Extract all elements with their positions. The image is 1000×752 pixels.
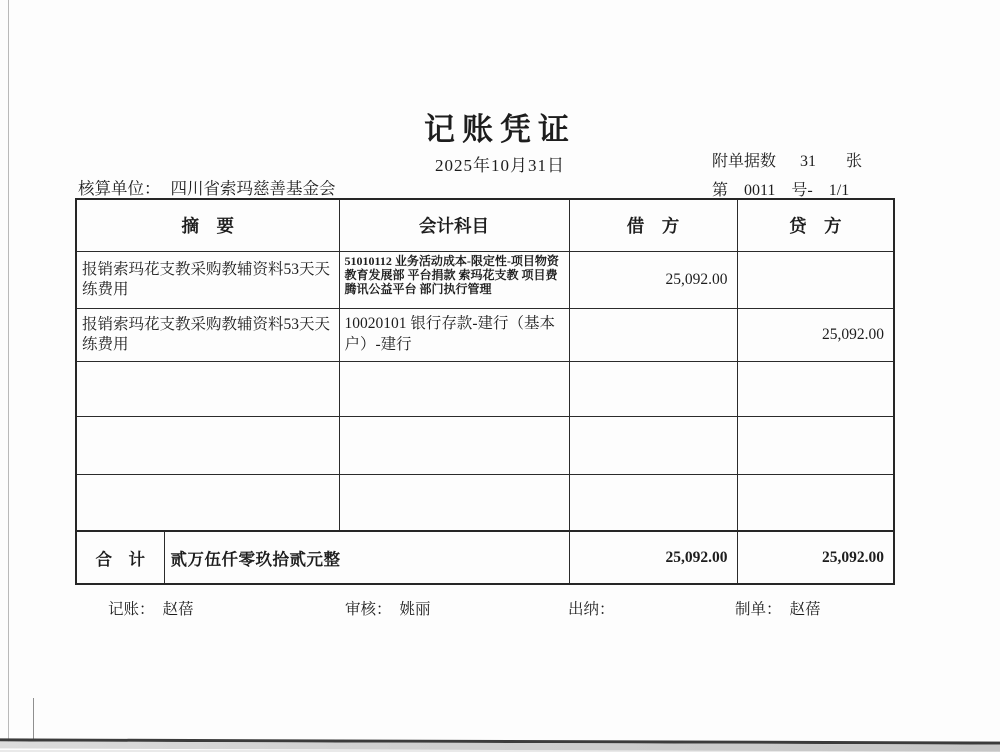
cashier-signature (568, 597, 623, 619)
table-total-row (76, 531, 894, 584)
row-summary: 报销索玛花支教采购教辅资料53天天练费用 (76, 308, 339, 361)
total-label: 合 计 (76, 531, 164, 584)
header-credit: 贷 方 (737, 199, 894, 251)
attachment-count-line (712, 148, 902, 171)
preparer-label: 制单： (735, 601, 782, 618)
voucher-title: 记账凭证 (424, 112, 576, 147)
reviewer-signature (345, 597, 431, 619)
total-debit: 25,092.00 (569, 531, 737, 584)
row-debit (569, 361, 737, 416)
accounting-unit-name: 四川省索玛慈善基金会 (170, 179, 336, 198)
page-indicator: 1/1 (828, 182, 850, 199)
reviewer-name: 姚丽 (399, 601, 431, 618)
header-summary: 摘 要 (76, 199, 339, 251)
total-amount-in-words: 贰万伍仟零玖拾贰元整 (164, 531, 569, 584)
row-account: 10020101 银行存款-建行（基本户）-建行 (339, 308, 569, 361)
row-account: 51010112 业务活动成本-限定性-项目物资 教育发展部 平台捐款 索玛花支教 项目费 腾讯公益平台 部门执行管理 (339, 251, 569, 308)
accounting-unit-label: 核算单位： (78, 179, 161, 198)
row-summary (76, 361, 339, 416)
preparer-signature (735, 597, 821, 619)
header-debit: 借 方 (569, 199, 737, 251)
row-summary (76, 416, 339, 474)
table-row (76, 308, 894, 361)
table-header-row (76, 199, 894, 251)
number-suffix: 号- (791, 182, 813, 199)
preparer-name: 赵蓓 (789, 601, 821, 618)
cashier-label: 出纳： (568, 601, 615, 618)
bookkeeper-signature (108, 597, 194, 619)
number-label: 第 (712, 182, 729, 199)
header-account: 会计科目 (339, 199, 569, 251)
row-credit: 25,092.00 (737, 308, 894, 361)
attachment-unit: 张 (846, 153, 863, 170)
row-credit (737, 251, 894, 308)
accounting-unit-line (78, 175, 336, 199)
row-debit (569, 474, 737, 531)
table-row (76, 361, 894, 416)
table-row (76, 251, 894, 308)
voucher-date: 2025年10月31日 (435, 156, 565, 175)
table-row (76, 474, 894, 531)
row-debit (569, 416, 737, 474)
row-credit (737, 361, 894, 416)
row-summary: 报销索玛花支教采购教辅资料53天天练费用 (76, 251, 339, 308)
row-account (339, 474, 569, 531)
row-credit (737, 474, 894, 531)
bookkeeper-name: 赵蓓 (162, 601, 194, 618)
number-value: 0011 (744, 182, 776, 199)
reviewer-label: 审核： (345, 601, 392, 618)
row-credit (737, 416, 894, 474)
scan-edge-tick (33, 698, 34, 742)
voucher-table (75, 198, 895, 585)
voucher-number-line (712, 177, 902, 200)
attachment-label: 附单据数 (712, 153, 777, 170)
bookkeeper-label: 记账： (108, 601, 155, 618)
attachment-count: 31 (800, 153, 817, 170)
row-account (339, 361, 569, 416)
row-summary (76, 474, 339, 531)
row-debit (569, 308, 737, 361)
total-credit: 25,092.00 (737, 531, 894, 584)
row-debit: 25,092.00 (569, 251, 737, 308)
row-account (339, 416, 569, 474)
table-row (76, 416, 894, 474)
